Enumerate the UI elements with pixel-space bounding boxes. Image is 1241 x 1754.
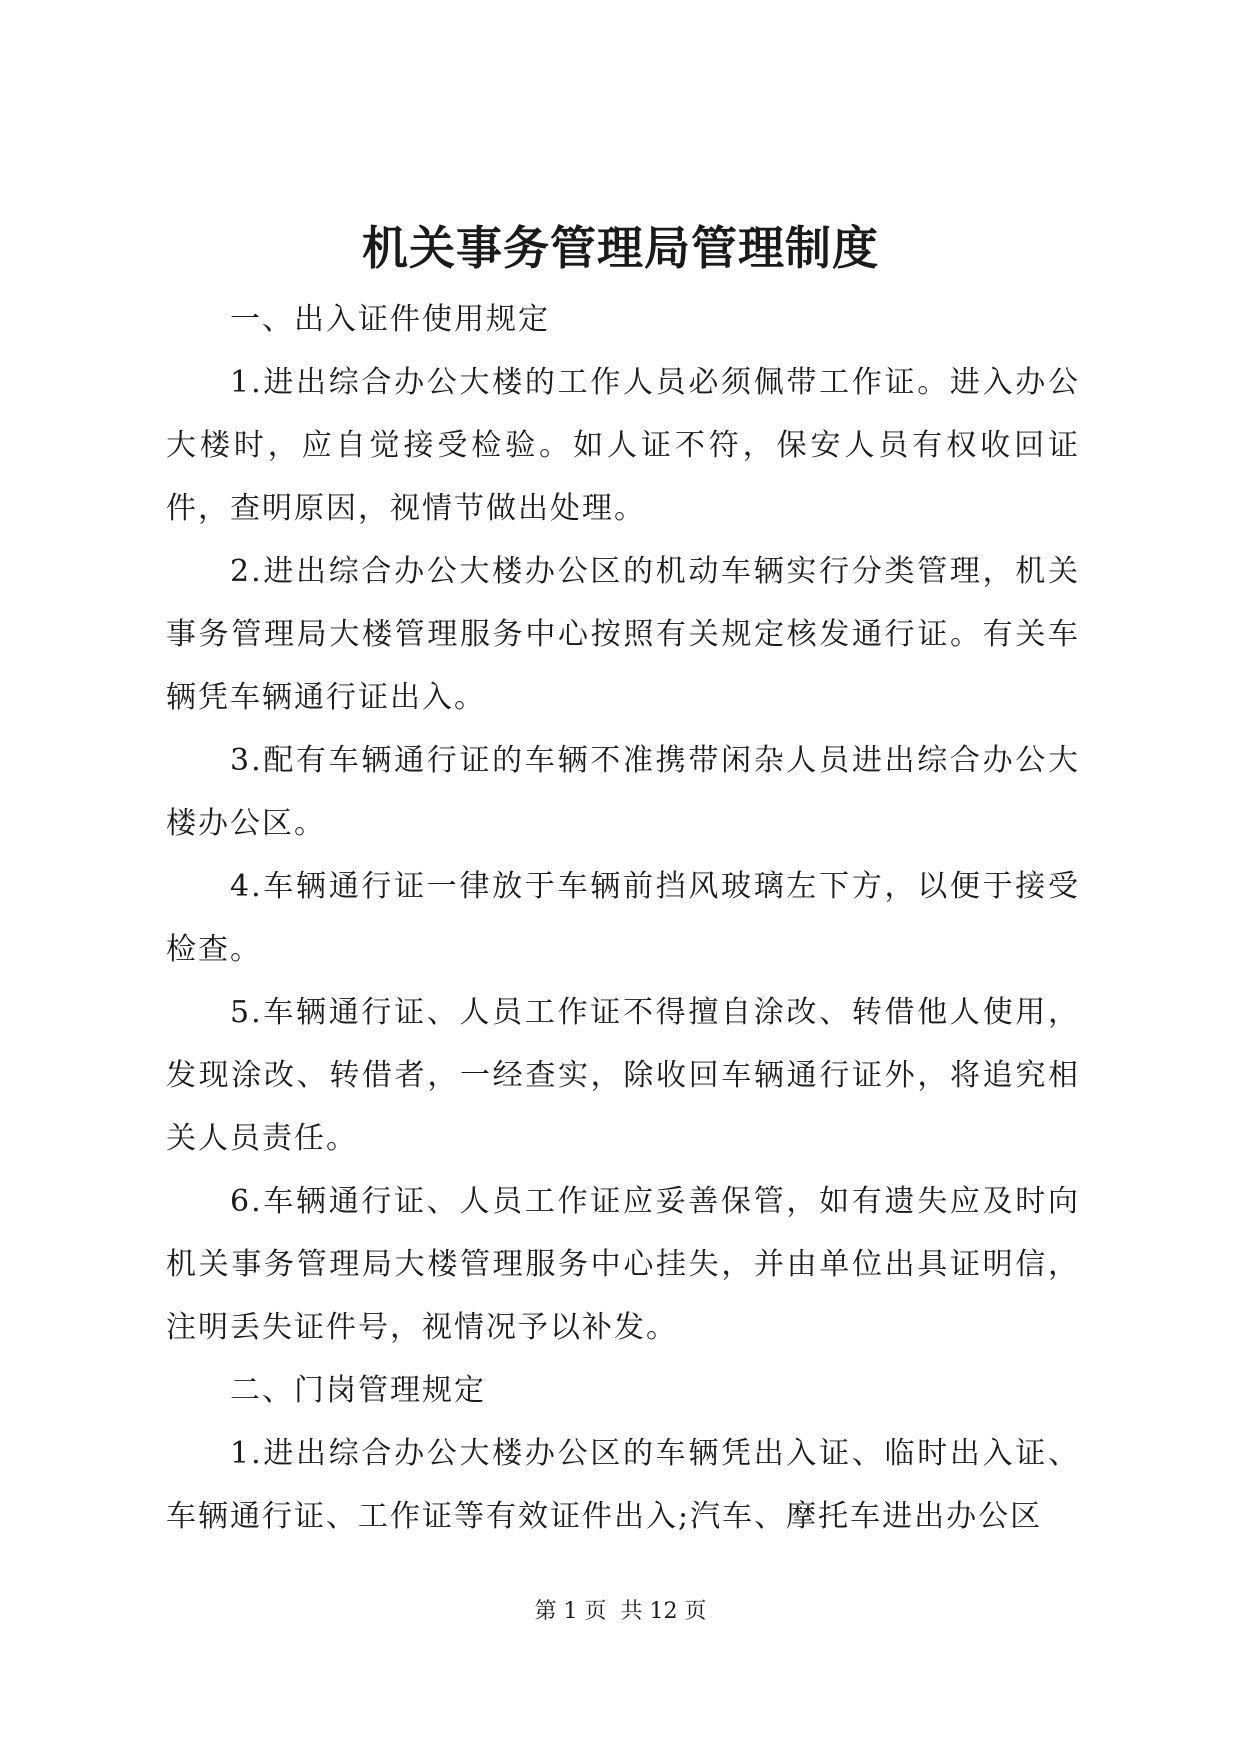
- paragraph-1-5: 5.车辆通行证、人员工作证不得擅自涂改、转借他人使用，发现涂改、转借者，一经查实，除收回车辆通行证外，将追究相关人员责任。: [166, 995, 1080, 1156]
- paragraph-1-1: 1.进出综合办公大楼的工作人员必须佩带工作证。进入办公大楼时，应自觉接受检验。如人证不符，保安人员有权收回证件，查明原因，视情节做出处理。: [166, 365, 1080, 526]
- paragraph-1-3: 3.配有车辆通行证的车辆不准携带闲杂人员进出综合办公大楼办公区。: [166, 743, 1080, 841]
- document-body: [166, 288, 1080, 1548]
- section-heading-1: 一、出入证件使用规定: [230, 302, 550, 337]
- paragraph-2-1: 1.进出综合办公大楼办公区的车辆凭出入证、临时出入证、车辆通行证、工作证等有效证件出入;汽车、摩托车进出办公区: [166, 1436, 1080, 1534]
- paragraph-1-2: 2.进出综合办公大楼办公区的机动车辆实行分类管理，机关事务管理局大楼管理服务中心按照有关规定核发通行证。有关车辆凭车辆通行证出入。: [166, 554, 1080, 715]
- paragraph-1-6: 6.车辆通行证、人员工作证应妥善保管，如有遗失应及时向机关事务管理局大楼管理服务中心挂失，并由单位出具证明信，注明丢失证件号，视情况予以补发。: [166, 1184, 1080, 1345]
- document-title: 机关事务管理局管理制度: [362, 221, 879, 275]
- section-heading-2: 二、门岗管理规定: [230, 1373, 486, 1408]
- page-footer: [0, 1597, 1241, 1627]
- paragraph-1-4: 4.车辆通行证一律放于车辆前挡风玻璃左下方，以便于接受检查。: [166, 869, 1080, 967]
- page-number-label: 第 1 页 共 12 页: [534, 1599, 707, 1624]
